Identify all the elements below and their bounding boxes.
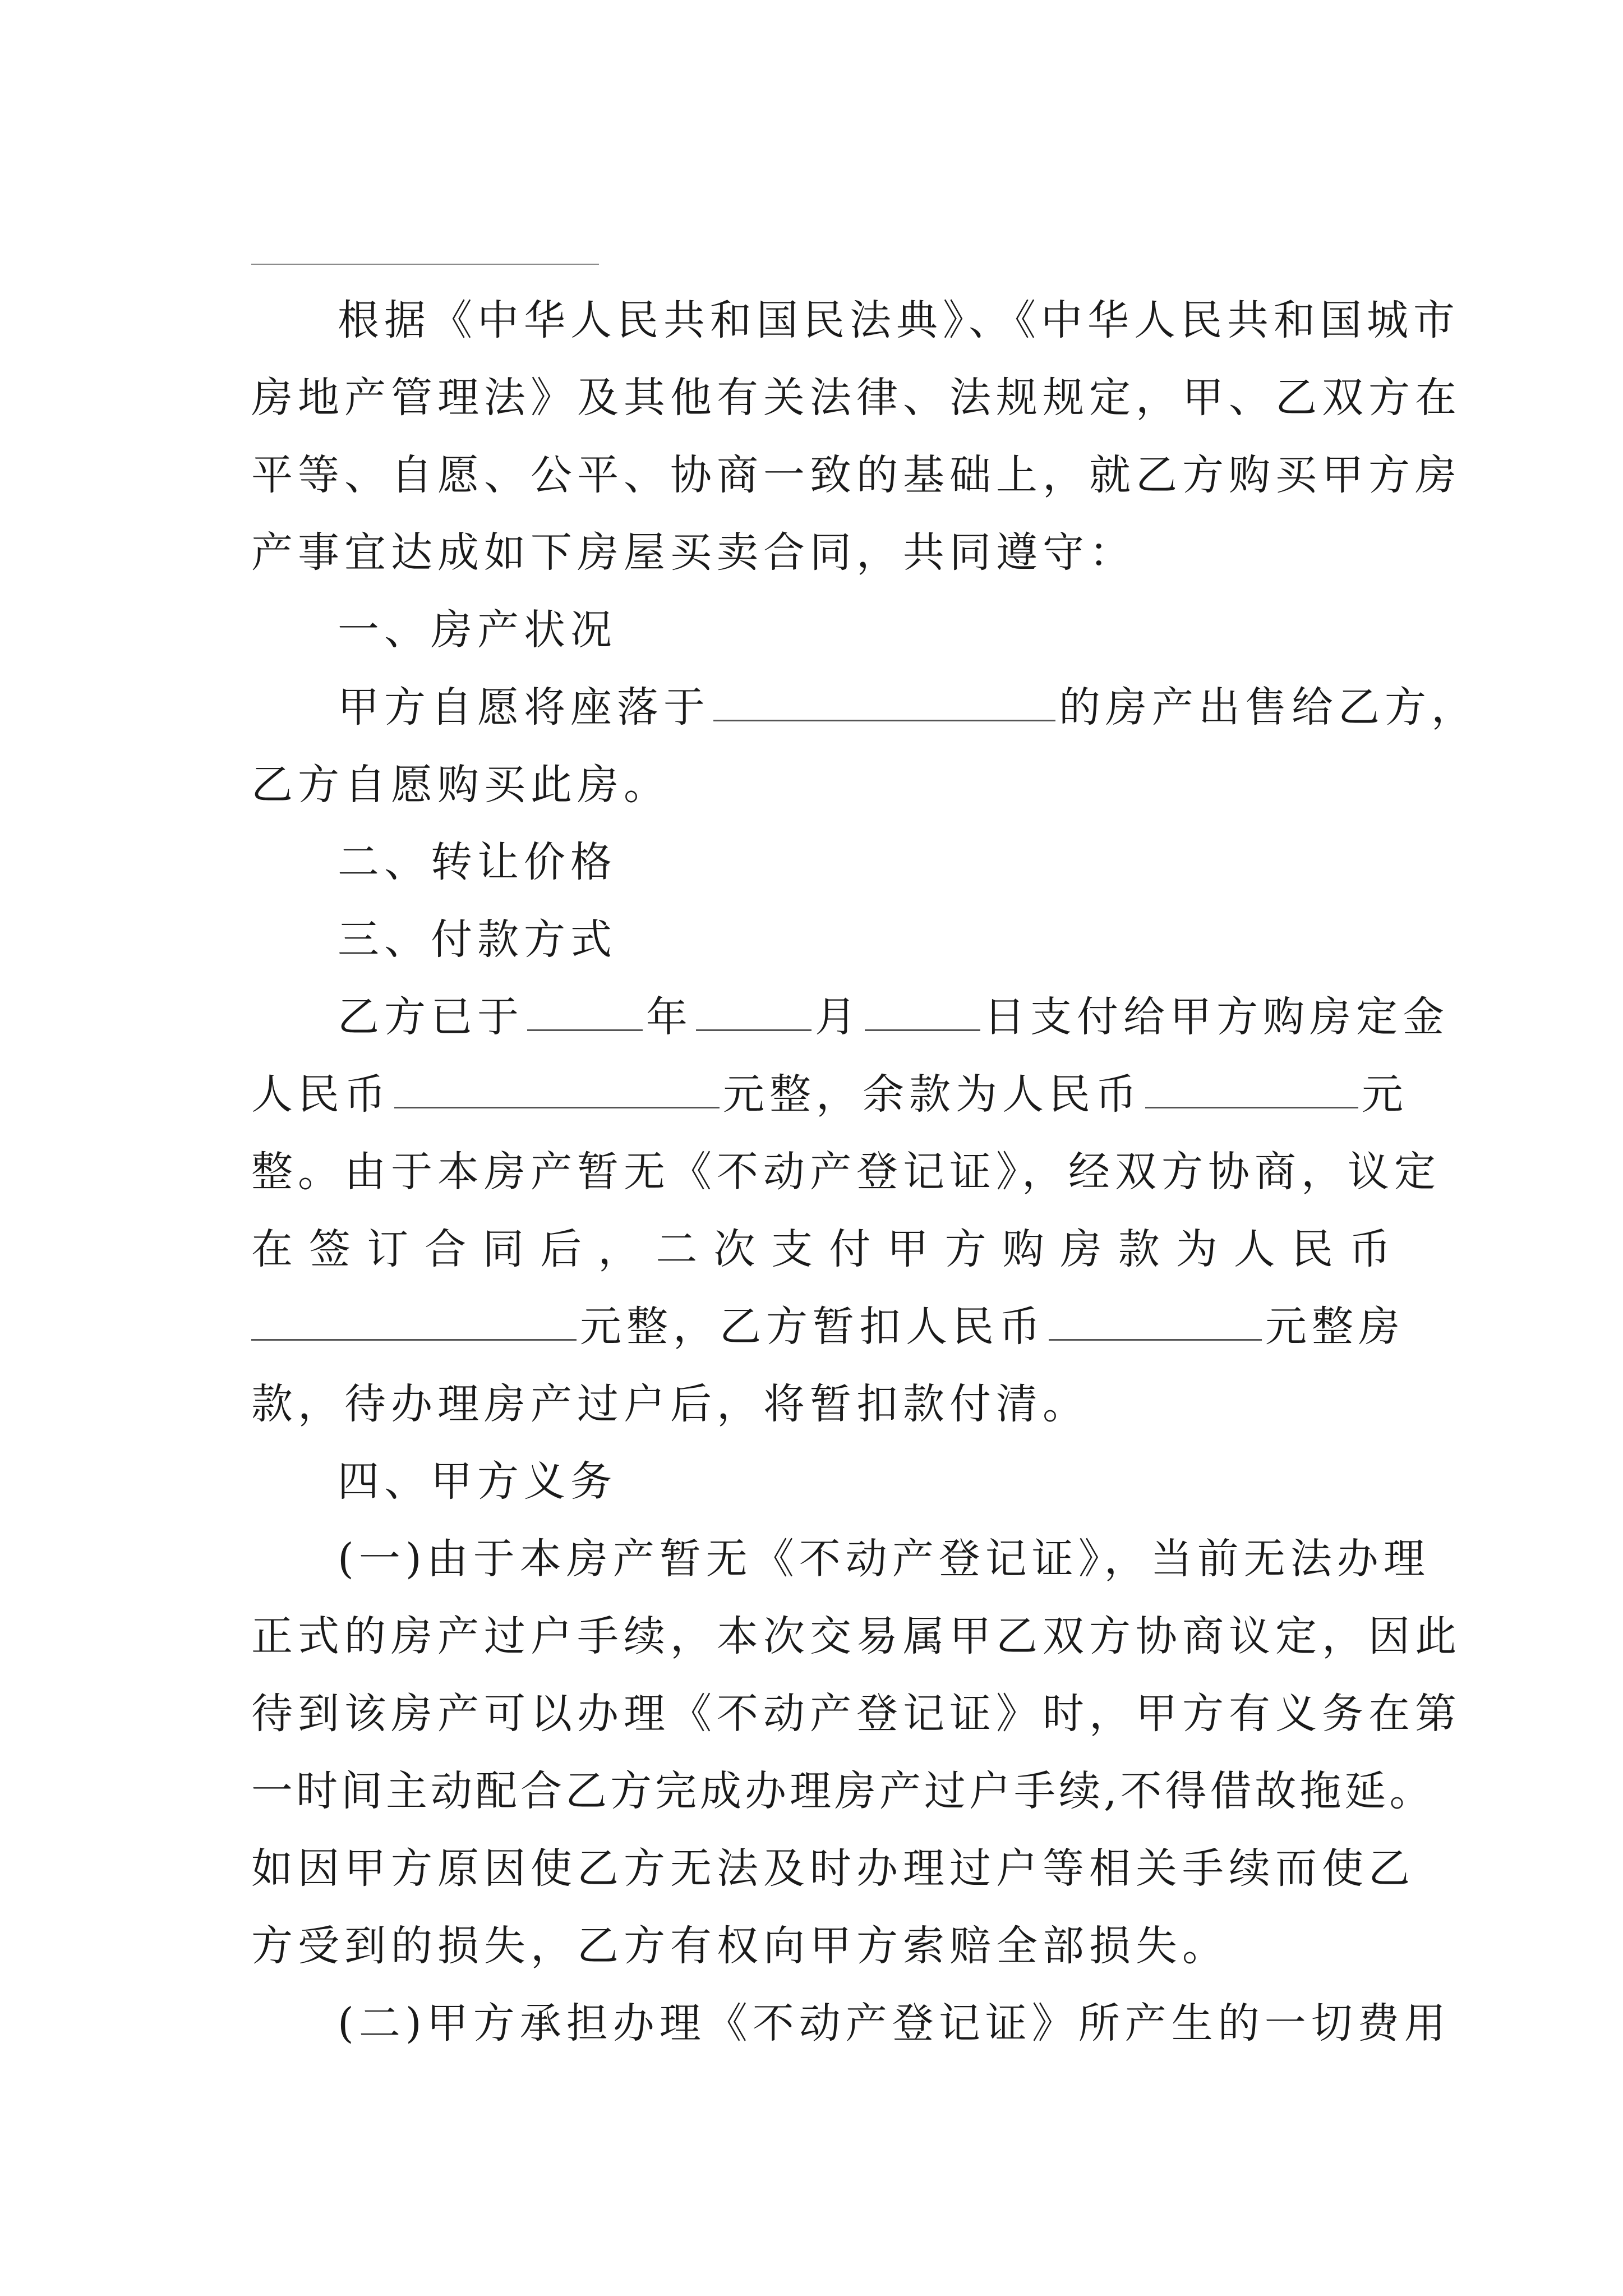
char: 款 <box>1118 1225 1160 1273</box>
year-label: 年 <box>646 993 693 1041</box>
location-text-before: 甲方自愿将座落于 <box>338 683 710 731</box>
char: ， <box>598 1225 640 1273</box>
section-heading: 二、转让价格 <box>338 838 617 886</box>
payment-text: 日支付给甲方购房定金 <box>984 993 1449 1041</box>
section-heading: 一、房产状况 <box>338 606 617 654</box>
paragraph-line: 乙方自愿购买此房。 <box>251 761 670 809</box>
paragraph-line: 产事宜达成如下房屋买卖合同，共同遵守： <box>251 528 1136 577</box>
second-payment-line <box>251 1211 1391 1288</box>
char: 签 <box>309 1225 351 1273</box>
location-text-after: 的房产出售给乙方， <box>1059 683 1478 731</box>
year-blank[interactable] <box>527 990 643 1031</box>
payment-text: 乙方已于 <box>338 993 524 1041</box>
paragraph-line: 方受到的损失，乙方有权向甲方索赔全部损失。 <box>251 1922 1229 1970</box>
location-blank[interactable] <box>713 680 1055 721</box>
paragraph-line: (二)甲方承担办理《不动产登记证》所产生的一切费用 <box>338 1999 1451 2047</box>
paragraph-line: 房地产管理法》及其他有关法律、法规规定，甲、乙双方在 <box>251 374 1461 422</box>
char: 在 <box>251 1225 293 1273</box>
paragraph-line: (一)由于本房产暂无《不动产登记证》，当前无法办理 <box>338 1535 1430 1583</box>
paragraph-line: 根据《中华人民共和国民法典》、《中华人民共和国城市 <box>338 296 1460 344</box>
hold-payment-line <box>251 1288 1405 1365</box>
header-rule <box>251 264 599 265</box>
char: 次 <box>713 1225 755 1273</box>
hold-text-end: 元整房 <box>1265 1303 1405 1351</box>
section-heading: 四、甲方义务 <box>338 1457 617 1506</box>
char: 二 <box>656 1225 698 1273</box>
char: 币 <box>1349 1225 1391 1273</box>
paragraph-line: 待到该房产可以办理《不动产登记证》时，甲方有义务在第 <box>251 1690 1461 1738</box>
char: 订 <box>367 1225 409 1273</box>
payment-date-line <box>251 978 1449 1056</box>
paragraph-line: 款，待办理房产过户后，将暂扣款付清。 <box>251 1380 1089 1428</box>
month-label: 月 <box>815 993 861 1041</box>
paragraph-line: 整。由于本房产暂无《不动产登记证》，经双方协商，议定 <box>251 1148 1441 1196</box>
char: 为 <box>1175 1225 1218 1273</box>
deposit-line <box>251 1056 1408 1133</box>
balance-text: 元整，余款为人民币 <box>723 1070 1142 1119</box>
char: 民 <box>1291 1225 1333 1273</box>
balance-amount-blank[interactable] <box>1145 1068 1358 1108</box>
char: 付 <box>829 1225 871 1273</box>
paragraph-line: 正式的房产过户手续，本次交易属甲乙双方协商议定，因此 <box>251 1612 1461 1660</box>
paragraph-line: 平等、自愿、公平、协商一致的基础上，就乙方购买甲方房 <box>251 451 1461 499</box>
paragraph-line: 一时间主动配合乙方完成办理房产过户手续,不得借故拖延。 <box>251 1767 1435 1815</box>
deposit-amount-blank[interactable] <box>394 1068 720 1108</box>
hold-text: 元整，乙方暂扣人民币 <box>580 1303 1045 1351</box>
char: 支 <box>771 1225 813 1273</box>
char: 方 <box>944 1225 986 1273</box>
location-line <box>251 669 1478 746</box>
char: 后 <box>540 1225 582 1273</box>
day-blank[interactable] <box>865 990 980 1031</box>
month-blank[interactable] <box>696 990 811 1031</box>
yuan-label: 元 <box>1362 1070 1408 1119</box>
char: 甲 <box>887 1225 929 1273</box>
char: 购 <box>1002 1225 1044 1273</box>
char: 同 <box>482 1225 524 1273</box>
char: 人 <box>1233 1225 1275 1273</box>
char: 房 <box>1060 1225 1102 1273</box>
hold-amount-blank[interactable] <box>1049 1300 1262 1341</box>
section-heading: 三、付款方式 <box>338 915 617 964</box>
char: 合 <box>425 1225 467 1273</box>
second-payment-blank[interactable] <box>251 1300 577 1341</box>
currency-label: 人民币 <box>251 1070 391 1119</box>
paragraph-line: 如因甲方原因使乙方无法及时办理过户等相关手续而使乙 <box>251 1844 1415 1893</box>
